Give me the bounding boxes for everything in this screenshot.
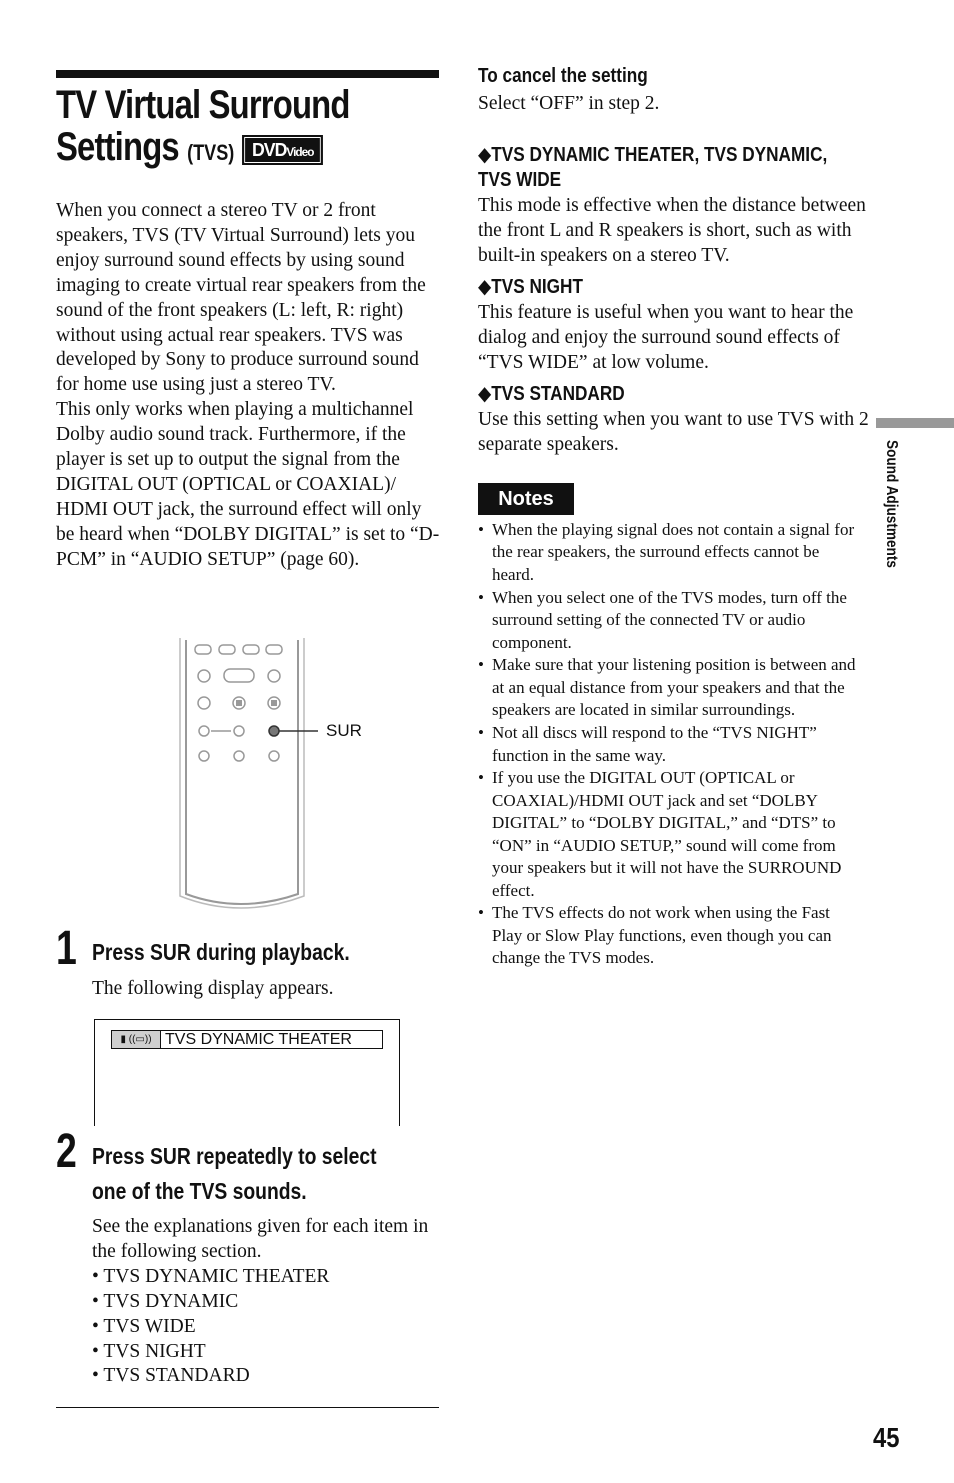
remote-control-icon (176, 638, 376, 913)
section-tab-bar (876, 418, 954, 428)
bottom-rule (56, 1407, 439, 1408)
mode-night-heading: ◆TVS NIGHT (478, 276, 583, 298)
tv-display-screen (94, 1019, 400, 1126)
step-1-heading: Press SUR during playback. (92, 939, 350, 965)
mode-night-text: This feature is useful when you want to hear the dialog and enjoy the surround sound effects of “TVS WIDE” at low volume. (478, 302, 854, 373)
cancel-heading: To cancel the setting (478, 65, 648, 87)
section-tab-label: Sound Adjustments (883, 440, 900, 568)
mode-dynamic-heading (478, 143, 827, 193)
step-2-heading-line-2: one of the TVS sounds. (92, 1178, 307, 1204)
note-item: • When the playing signal does not contain a signal for the rear speakers, the surround effects cannot be heard. (478, 519, 862, 586)
note-item: • Not all discs will respond to the “TVS NIGHT” function in the same way. (478, 722, 862, 767)
step-2-heading (92, 1139, 377, 1209)
mode-standard-heading: ◆TVS STANDARD (478, 383, 625, 405)
intro-paragraph-1: When you connect a stereo TV or 2 front speakers, TVS (TV Virtual Surround) lets you enjoy surround sound effects by using sound imaging to create virtual rear speakers from the sound of the front speakers (L: left, R: right) without using actual rear speakers. TVS was developed by Sony to produce surround sound for home use using just a stereo TV. (56, 200, 426, 396)
cancel-text: Select “OFF” in step 2. (478, 93, 660, 114)
sur-callout-label: SUR (326, 721, 362, 740)
remote-control-illustration (176, 638, 376, 918)
tv-display-text: TVS DYNAMIC THEATER (165, 1031, 352, 1048)
intro-text (56, 199, 441, 573)
tvs-option-item: • TVS DYNAMIC THEATER (92, 1265, 330, 1287)
tvs-option-item: • TVS WIDE (92, 1315, 196, 1337)
note-item: • When you select one of the TVS modes, turn off the surround setting of the connected TV or audio component. (478, 587, 862, 654)
mode-dynamic-text: This mode is effective when the distance between the front L and R speakers is short, such as with built-in speakers on a stereo TV. (478, 195, 866, 266)
step-2-heading-line-1: Press SUR repeatedly to select (92, 1143, 377, 1169)
mode-dynamic-heading-line-1: ◆TVS DYNAMIC THEATER, TVS DYNAMIC, (478, 144, 828, 166)
notes-list (478, 519, 862, 970)
step-2-text (92, 1215, 442, 1389)
tvs-option-item: • TVS DYNAMIC (92, 1290, 239, 1312)
title-line-1: TV Virtual Surround (56, 83, 350, 127)
step-1-text: The following display appears. (92, 978, 334, 999)
top-rule (56, 70, 439, 78)
title-abbrev: (TVS) (187, 140, 235, 165)
tvs-option-item: • TVS NIGHT (92, 1340, 206, 1362)
intro-paragraph-2: This only works when playing a multichannel Dolby audio sound track. Furthermore, if the player is set up to output the signal from the DIGITAL OUT (OPTICAL or COAXIAL)/ HDMI OUT jack, the surround effect will only be heard when “DOLBY DIGITAL” is set to “D-PCM” in “AUDIO SETUP” (page 60). (56, 399, 440, 570)
section-tab (880, 440, 904, 600)
dvd-video-badge (242, 135, 323, 165)
tvs-option-item: • TVS STANDARD (92, 1365, 250, 1387)
badge-sub: Video (286, 145, 314, 159)
note-item: • If you use the DIGITAL OUT (OPTICAL or COAXIAL)/HDMI OUT jack and set “DOLBY DIGITAL” to “DOLBY DIGITAL,” and “DTS” to “ON” in “AUDIO SETUP,” sound will come from your speakers but it will not have the SURROUND effect. (478, 767, 862, 901)
step-1-number: 1 (56, 922, 77, 975)
note-item: • The TVS effects do not work when using the Fast Play or Slow Play functions, even though you can change the TVS modes. (478, 902, 862, 969)
badge-main: DVD (252, 140, 287, 160)
notes-badge: Notes (478, 483, 574, 515)
step-2-number: 2 (56, 1125, 77, 1178)
title-line-2 (56, 126, 384, 174)
page-number: 45 (873, 1422, 900, 1453)
mode-standard-text: Use this setting when you want to use TVS with 2 separate speakers. (478, 409, 869, 455)
note-item: • Make sure that your listening position is between and at an equal distance from your speakers and that the speakers are located in similar surroundings. (478, 654, 862, 721)
page-title (56, 84, 456, 174)
surround-speaker-icon: ▮ ((▭)) (112, 1031, 161, 1048)
tv-display-bar (111, 1030, 383, 1049)
title-word: Settings (56, 125, 179, 169)
step-2-description: See the explanations given for each item in the following section. (92, 1216, 429, 1262)
mode-dynamic-heading-line-2: TVS WIDE (478, 169, 562, 191)
